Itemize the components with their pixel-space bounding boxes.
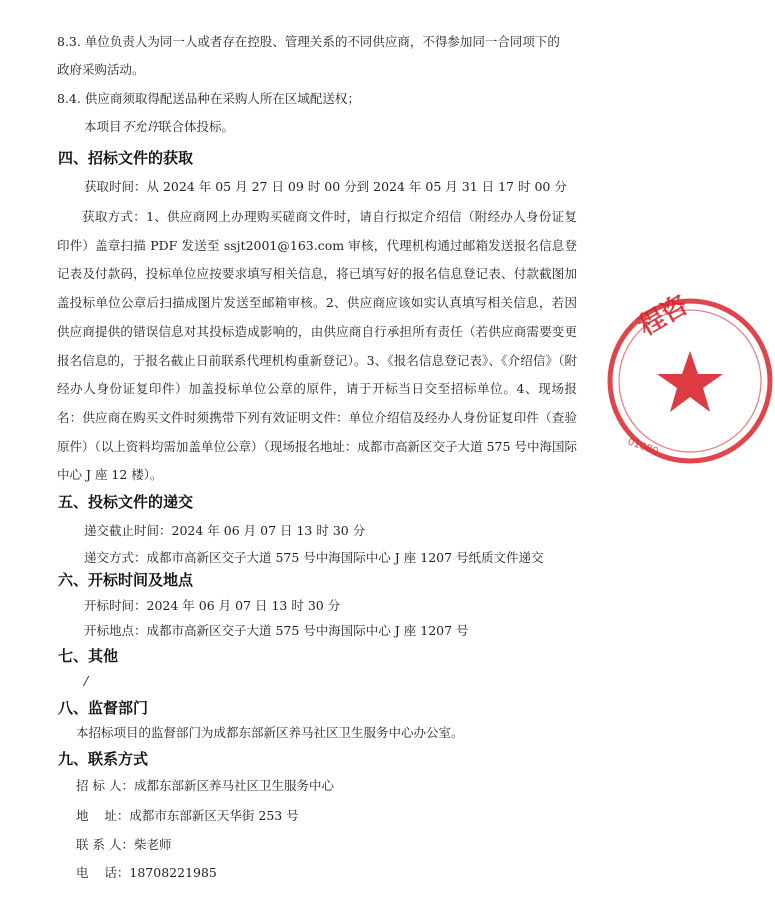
heading-section-8: 八、监督部门 <box>58 699 149 717</box>
contact-label: 联 系 人： <box>76 837 134 852</box>
heading-section-6: 六、开标时间及地点 <box>58 571 194 589</box>
clause-8-4: 8.4. 供应商须取得配送品种在采购人所在区域配送权； <box>57 91 360 106</box>
acquisition-method: 获取方式：1、供应商网上办理购买磋商文件时，请自行拟定介绍信（附经办人身份证复印件）盖章扫描 PDF 发送至 ssjt2001@163.com 审核，代理机构通过邮箱发送报名信息登记表及付款码，投标单位应按要求填写相关信息，将已填写好的报名信息登记表、付款截图加盖投标单位公章后扫描成图片发送至邮箱审核。2、供应商应该如实认真填写相关信息，若因供应商提供的错误信息对其投标造成影响的，由供应商自行承担所有责任（若供应商需要变更报名信息的，于报名截止日前联系代理机构重新登记）。3、《报名信息登记表》、《介绍信》（附经办人身份证复印件）加盖投标单位公章的原件，请于开标当日交至招标单位。4、现场报名：供应商在购买文件时须携带下列有效证明文件：单位介绍信及经办人身份证复印件（查验原件）（以上资料均需加盖单位公章）（现场报名地址：成都市高新区交子大道 575 号中海国际中心 J 座 12 楼）。 <box>57 209 577 483</box>
clause-8-3-continued: 政府采购活动。 <box>57 62 145 77</box>
submission-deadline: 递交截止时间：2024 年 06 月 07 日 13 时 30 分 <box>84 523 366 538</box>
contact-label: 招 标 人： <box>76 778 134 793</box>
supervision-content: 本招标项目的监督部门为成都东部新区养马社区卫生服务中心办公室。 <box>76 725 464 740</box>
consortium-suffix: 联合体投标。 <box>159 119 235 134</box>
consortium-not-allowed: 不允许 <box>121 119 160 134</box>
heading-section-5: 五、投标文件的递交 <box>58 493 194 511</box>
heading-section-4: 四、招标文件的获取 <box>58 149 194 167</box>
seal-text-top: 程咨 <box>633 290 694 343</box>
contact-label: 地 址： <box>76 808 130 823</box>
contact-value: 成都市东部新区天华街 253 号 <box>129 808 299 823</box>
contact-value: 18708221985 <box>129 865 217 880</box>
seal-star-icon <box>657 351 723 412</box>
contact-row <box>76 864 217 882</box>
contact-value: 成都东部新区养马社区卫生服务中心 <box>133 778 334 793</box>
contact-row <box>76 807 299 825</box>
consortium-prefix: 本项目 <box>84 119 122 134</box>
acquisition-time: 获取时间：从 2024 年 05 月 27 日 09 时 00 分到 2024 年 05 月 31 日 17 时 00 分 <box>84 179 567 194</box>
submission-method: 递交方式：成都市高新区交子大道 575 号中海国际中心 J 座 1207 号纸质文件递交 <box>84 550 544 565</box>
seal-number: 01080 <box>625 436 660 458</box>
contact-row <box>76 836 171 854</box>
contact-row <box>76 777 334 795</box>
opening-time: 开标时间：2024 年 06 月 07 日 13 时 30 分 <box>84 598 341 613</box>
other-content: / <box>84 673 89 688</box>
heading-section-7: 七、其他 <box>58 647 119 665</box>
official-seal <box>605 290 775 466</box>
clause-8-3: 8.3. 单位负责人为同一人或者存在控股、管理关系的不同供应商，不得参加同一合同项下的 <box>57 34 560 49</box>
opening-place: 开标地点：成都市高新区交子大道 575 号中海国际中心 J 座 1207 号 <box>84 623 469 638</box>
heading-section-9: 九、联系方式 <box>58 750 149 768</box>
contact-value: 柴老师 <box>133 837 172 852</box>
consortium-statement <box>84 118 234 136</box>
contact-label: 电 话： <box>76 865 130 880</box>
